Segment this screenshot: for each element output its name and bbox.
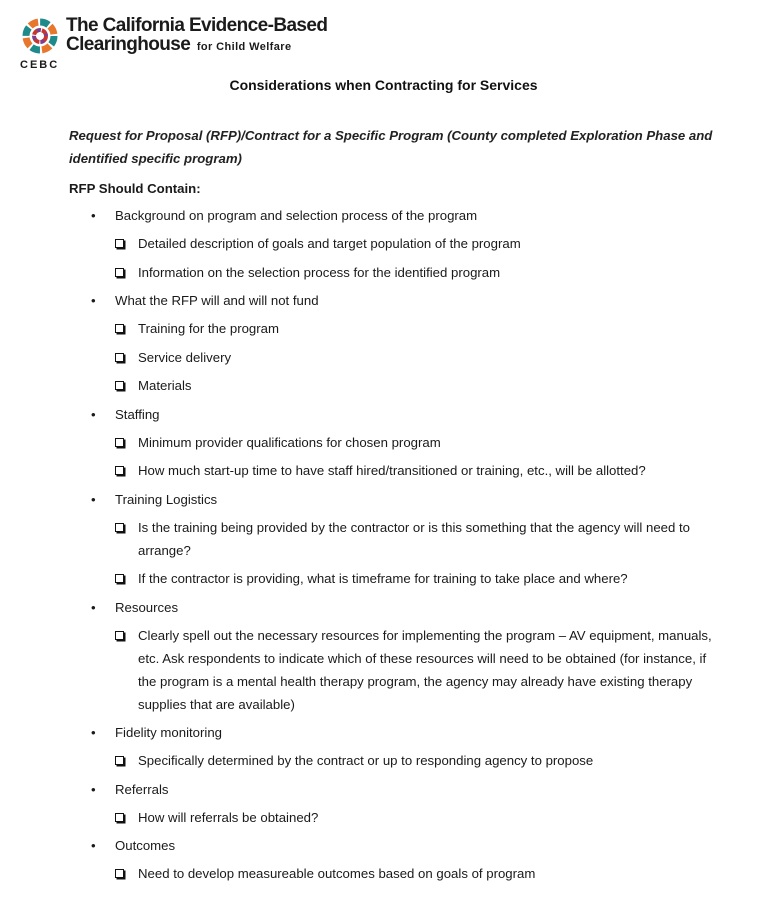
sub-item <box>115 749 719 772</box>
sub-item-text: Service delivery <box>138 349 232 365</box>
sub-list <box>115 624 719 716</box>
bullet-item <box>69 403 719 483</box>
logo-title-line1: The California Evidence-Based <box>66 15 328 36</box>
sub-list <box>115 516 719 591</box>
logo-subtitle: for Child Welfare <box>196 41 292 53</box>
sub-item-text: Specifically determined by the contract or up to responding agency to propose <box>138 753 594 768</box>
sub-list <box>115 749 719 772</box>
bullet-item-label: Fidelity monitoring <box>115 725 223 740</box>
bullet-item <box>69 289 719 397</box>
sub-item <box>115 431 719 454</box>
bullet-item-label: Outcomes <box>115 838 176 853</box>
bullet-item-label: Training Logistics <box>115 491 218 507</box>
logo-title-line2-text: Clearinghouse <box>66 34 191 55</box>
cebc-logo-icon <box>20 16 60 56</box>
document-body <box>69 124 719 891</box>
sub-item <box>115 374 719 397</box>
sub-list <box>115 862 719 885</box>
intro-text: Request for Proposal (RFP)/Contract for a Specific Program (County completed Exploration Phase and identified specific program) <box>69 128 713 166</box>
sub-item-text: Minimum provider qualifications for chosen program <box>138 434 441 450</box>
bullet-item <box>69 488 719 591</box>
sub-item-text: If the contractor is providing, what is timeframe for training to take place and where? <box>138 571 628 586</box>
sub-item <box>115 346 719 369</box>
sub-item-text: Detailed description of goals and target population of the program <box>138 236 521 251</box>
checkbox-bullet-icon <box>115 631 124 640</box>
bullet-item <box>69 204 719 284</box>
bullet-item <box>69 596 719 716</box>
sub-item <box>115 261 719 284</box>
sub-item <box>115 567 719 590</box>
bullet-list <box>69 204 719 885</box>
sub-list <box>115 317 719 397</box>
sub-item <box>115 862 719 885</box>
section-heading: RFP Should Contain: <box>69 181 201 196</box>
sub-item-text: How much start-up time to have staff hired/transitioned or training, etc., will be allotted? <box>138 463 646 478</box>
checkbox-bullet-icon <box>115 574 124 583</box>
sub-item <box>115 806 719 829</box>
checkbox-bullet-icon <box>115 268 124 277</box>
sub-item <box>115 516 719 562</box>
sub-item-text: Training for the program <box>138 321 279 336</box>
checkbox-bullet-icon <box>115 466 124 475</box>
bullet-item-label: Referrals <box>115 781 169 797</box>
sub-list <box>115 806 719 829</box>
sub-item <box>115 232 719 255</box>
checkbox-bullet-icon <box>115 438 124 447</box>
page-title: Considerations when Contracting for Services <box>229 77 538 93</box>
checkbox-bullet-icon <box>115 239 124 248</box>
checkbox-bullet-icon <box>115 869 124 878</box>
bullet-item <box>69 834 719 885</box>
bullet-item-label: Staffing <box>115 406 160 422</box>
checkbox-bullet-icon <box>115 523 124 532</box>
sub-item <box>115 459 719 482</box>
sub-item <box>115 317 719 340</box>
cebc-logo <box>18 14 328 74</box>
checkbox-bullet-icon <box>115 756 124 765</box>
logo-title-line2 <box>66 34 291 56</box>
bullet-item <box>69 721 719 772</box>
bullet-item <box>69 778 719 829</box>
checkbox-bullet-icon <box>115 324 124 333</box>
bullet-item-label: Background on program and selection process of the program <box>115 208 478 223</box>
sub-item-text: Is the training being provided by the contractor or is this something that the agency will need to arrange? <box>138 519 690 558</box>
sub-item <box>115 624 719 716</box>
sub-item-text: Need to develop measureable outcomes based on goals of program <box>138 866 536 881</box>
bullet-item-label: What the RFP will and will not fund <box>115 293 319 308</box>
checkbox-bullet-icon <box>115 813 124 822</box>
sub-item-text: Clearly spell out the necessary resources for implementing the program – AV equipment, manuals, etc. Ask respondents to indicate which of these resources will need to be obtained (for instance, if the program is a mental health therapy program, the agency may already have existing therapy supplies that are available) <box>138 627 712 712</box>
bullet-item-label: Resources <box>115 599 179 615</box>
checkbox-bullet-icon <box>115 353 124 362</box>
sub-item-text: How will referrals be obtained? <box>138 809 319 825</box>
logo-abbreviation: CEBC <box>20 59 60 71</box>
sub-list <box>115 431 719 483</box>
checkbox-bullet-icon <box>115 381 124 390</box>
sub-item-text: Materials <box>138 378 192 393</box>
sub-item-text: Information on the selection process for the identified program <box>138 264 501 280</box>
sub-list <box>115 232 719 284</box>
